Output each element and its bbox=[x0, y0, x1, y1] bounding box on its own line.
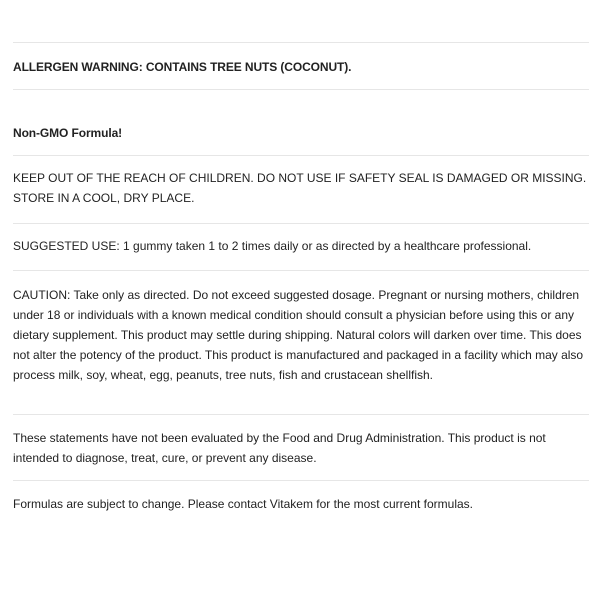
allergen-warning-text: ALLERGEN WARNING: CONTAINS TREE NUTS (COCONUT). bbox=[13, 60, 352, 74]
caution-text: CAUTION: Take only as directed. Do not exceed suggested dosage. Pregnant or nursing mothers, children under 18 or individuals with a known medical condition should consult a physician before using this or any dietary supplement. This product may settle during shipping. Natural colors will darken over time. This does not alter the potency of the product. This product is manufactured and packaged in a facility which may also process milk, soy, wheat, egg, peanuts, tree nuts, fish and crustacean shellfish. bbox=[13, 288, 584, 382]
product-warnings-content bbox=[13, 42, 589, 540]
formulas-notice-section bbox=[13, 480, 589, 540]
allergen-warning-section bbox=[13, 42, 589, 89]
non-gmo-text: Non-GMO Formula! bbox=[13, 126, 123, 140]
suggested-use-text: SUGGESTED USE: 1 gummy taken 1 to 2 times daily or as directed by a healthcare professional. bbox=[13, 239, 532, 253]
fda-statements-section bbox=[13, 414, 589, 480]
caution-section bbox=[13, 270, 589, 414]
formulas-notice-text: Formulas are subject to change. Please contact Vitakem for the most current formulas. bbox=[13, 497, 473, 511]
suggested-use-section bbox=[13, 223, 589, 270]
fda-statements-text: These statements have not been evaluated by the Food and Drug Administration. This product is not intended to diagnose, treat, cure, or prevent any disease. bbox=[13, 431, 546, 465]
keep-out-of-reach-text: KEEP OUT OF THE REACH OF CHILDREN. DO NOT USE IF SAFETY SEAL IS DAMAGED OR MISSING. STORE IN A COOL, DRY PLACE. bbox=[13, 171, 587, 205]
non-gmo-section bbox=[13, 89, 589, 155]
keep-out-of-reach-section bbox=[13, 155, 589, 223]
